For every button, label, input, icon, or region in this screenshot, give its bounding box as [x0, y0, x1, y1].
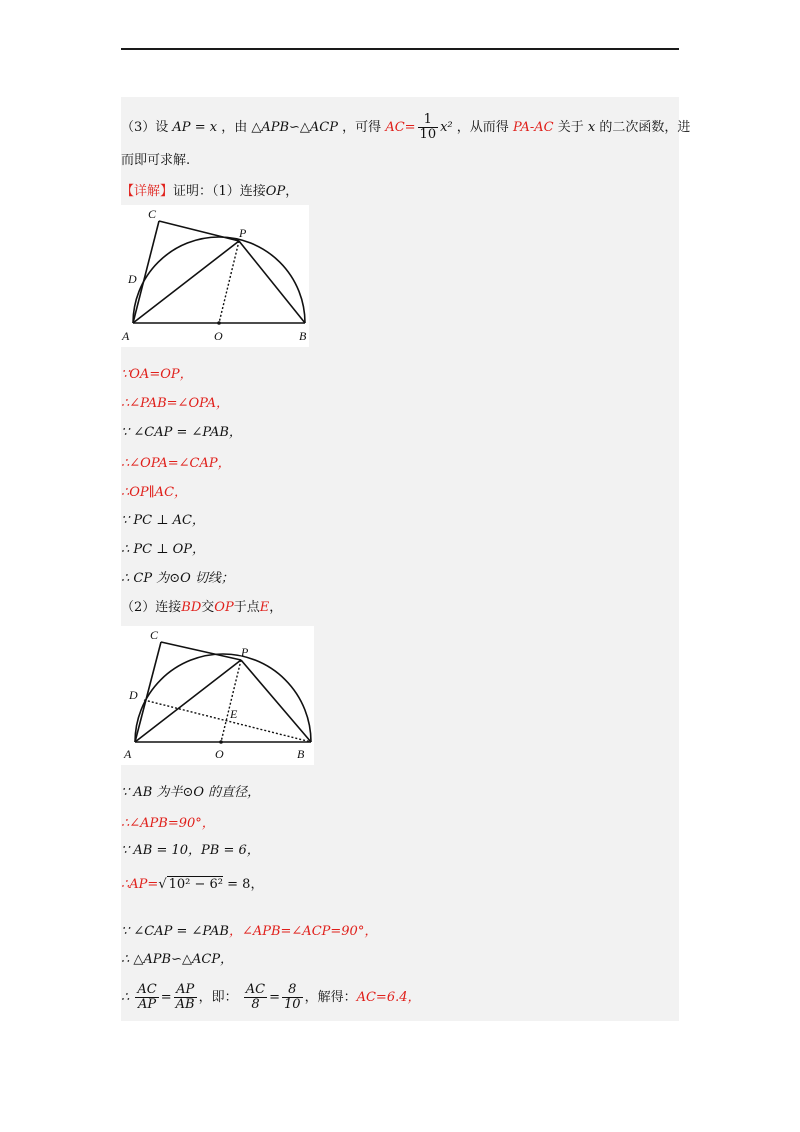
part2-step-2: ∴∠APB=90°， — [121, 816, 215, 831]
part2-step-3: ∵ AB = 10，PB = 6， — [121, 843, 260, 858]
fraction-8-10: $\frac{8}{10}$ — [284, 982, 301, 1012]
figure-1 — [121, 205, 309, 347]
hint-from-which: ，从而得 — [456, 120, 509, 135]
line-cp — [159, 221, 239, 241]
fraction-ac-8: $\frac{AC}{8}$ — [245, 982, 266, 1012]
result-ac: AC=6.4， — [356, 990, 421, 1005]
part2-intro: （2）连接BD交OP于点E， — [121, 600, 283, 615]
part2-step-4: ∴AP=√ 10² − 6² = 8， — [121, 877, 264, 892]
hint-can-get: ，可得 — [342, 120, 382, 135]
label-p: P — [239, 226, 247, 240]
figure-1-diagram — [121, 205, 309, 347]
detail-heading: 【详解】证明：（1）连接OP， — [121, 184, 299, 199]
part2-step-5: ∵ ∠CAP = ∠PAB，∠APB=∠ACP=90°， — [121, 924, 378, 939]
hint-line-1: （3）设 AP = x ，由 △APB∽△ACP ，可得 AC= $\frac{1}{10}$ x² ，从而得 PA-AC 关于 x 的二次函数，进 — [121, 112, 691, 142]
proof-step-1: ∵OA=OP， — [121, 367, 193, 382]
hint-line-2: 而即可求解. — [121, 153, 191, 168]
ac-equation: AC= — [385, 120, 416, 135]
header-rule — [121, 48, 679, 50]
pa-ac-expression: PA-AC — [512, 120, 554, 135]
part2-step-1: ∵ AB 为半⊙O 的直径， — [121, 785, 261, 800]
proof-step-5: ∴OP∥AC， — [121, 485, 188, 500]
center-dot — [217, 321, 221, 325]
label-a: A — [124, 747, 132, 761]
label-c: C — [148, 207, 157, 221]
part2-step-7: ∴ $\frac{AC}{AP}$ = $\frac{AP}{AB}$ ，即： $\frac{AC}{8}$ = $\frac{8}{10}$ ，解得：AC=6.4， — [121, 982, 421, 1012]
semicircle — [135, 654, 311, 742]
label-d: D — [129, 688, 138, 702]
line-ac — [135, 642, 161, 742]
detail-tag: 【详解】 — [121, 184, 174, 199]
ap-equation: AP = x — [172, 120, 218, 135]
x-squared: x² — [440, 120, 453, 135]
proof-step-7: ∴ PC ⊥ OP， — [121, 542, 205, 557]
proof-step-4: ∴∠OPA=∠CAP， — [121, 456, 231, 471]
line-bd-dotted — [144, 700, 311, 742]
similar-triangles: △APB∽△ACP — [251, 120, 339, 135]
center-dot — [219, 740, 223, 744]
label-o: O — [214, 329, 223, 343]
figure-2-diagram — [121, 626, 314, 765]
label-o: O — [215, 747, 224, 761]
semicircle — [133, 237, 305, 323]
part2-step-6: ∴ △APB∽△ACP， — [121, 952, 234, 967]
one-tenth-fraction: $\frac{1}{10}$ — [419, 112, 437, 142]
proof-step-8: ∴ CP 为⊙O 切线； — [121, 571, 234, 586]
radicand: 10² − 6² — [168, 877, 224, 892]
line-ac — [133, 221, 159, 323]
line-ap — [133, 241, 239, 323]
figure-2 — [121, 626, 314, 765]
label-b: B — [299, 329, 307, 343]
label-e: E — [230, 707, 238, 721]
hint-by: ，由 — [221, 120, 248, 135]
fraction-ap-ab: $\frac{AP}{AB}$ — [175, 982, 195, 1012]
fraction-ac-ap: $\frac{AC}{AP}$ — [137, 982, 157, 1012]
label-a: A — [122, 329, 130, 343]
label-d: D — [128, 272, 137, 286]
proof-step-6: ∵ PC ⊥ AC， — [121, 513, 205, 528]
line-ap — [135, 660, 241, 742]
proof-step-3: ∵ ∠CAP = ∠PAB， — [121, 425, 242, 440]
proof-step-2: ∴∠PAB=∠OPA， — [121, 396, 230, 411]
label-p: P — [241, 645, 249, 659]
hint-prefix: （3）设 — [121, 120, 169, 135]
label-c: C — [150, 628, 159, 642]
label-b: B — [297, 747, 305, 761]
